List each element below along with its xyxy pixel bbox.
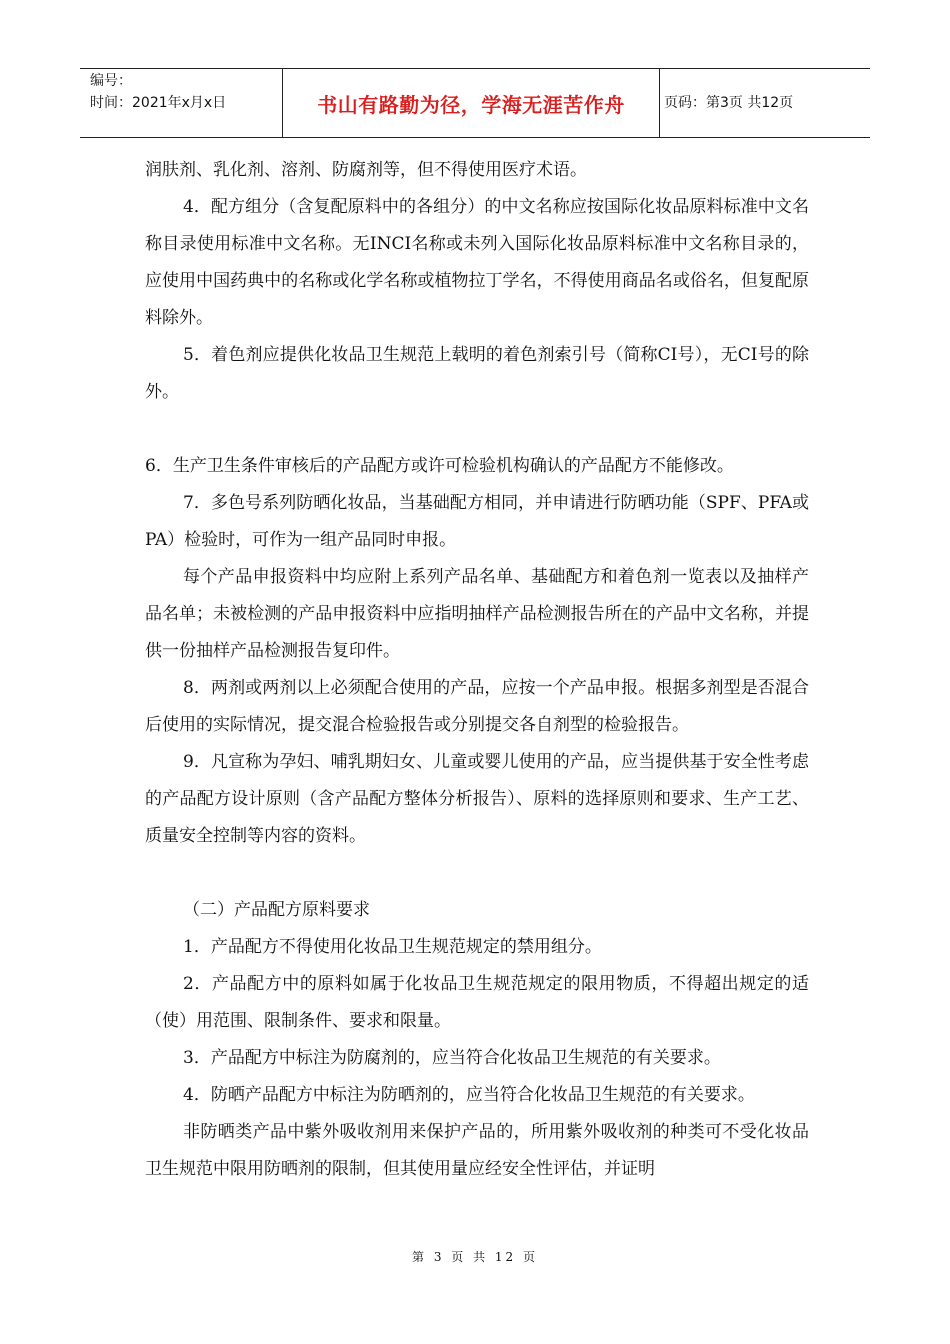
page-header	[80, 68, 870, 138]
paragraph-req-2: 2．产品配方中的原料如属于化妆品卫生规范规定的限用物质，不得超出规定的适（使）用范围、限制条件、要求和限量。	[145, 974, 809, 1031]
document-number-label: 编号：	[90, 73, 132, 89]
paragraph-item-7-detail: 每个产品申报资料中均应附上系列产品名单、基础配方和着色剂一览表以及抽样产品名单；未被检测的产品申报资料中应指明抽样产品检测报告所在的产品中文名称，并提供一份抽样产品检测报告复印件。	[145, 567, 809, 661]
header-motto-cell	[283, 69, 660, 137]
paragraph-continued: 润肤剂、乳化剂、溶剂、防腐剂等，但不得使用医疗术语。	[145, 160, 587, 180]
paragraph-item-6: 6．生产卫生条件审核后的产品配方或许可检验机构确认的产品配方不能修改。	[145, 456, 734, 476]
document-body	[145, 152, 809, 1188]
page-footer: 第 3 页 共 12 页	[412, 1250, 538, 1264]
paragraph-item-5: 5．着色剂应提供化妆品卫生规范上载明的着色剂索引号（简称CI号），无CI号的除外。	[145, 345, 809, 402]
header-left-cell	[80, 69, 283, 137]
paragraph-req-4: 4．防晒产品配方中标注为防晒剂的，应当符合化妆品卫生规范的有关要求。	[183, 1085, 755, 1105]
paragraph-gap	[145, 411, 809, 448]
header-motto: 书山有路勤为径，学海无涯苦作舟	[317, 92, 625, 117]
paragraph-req-4-detail: 非防晒类产品中紫外吸收剂用来保护产品的，所用紫外吸收剂的种类可不受化妆品卫生规范中限用防晒剂的限制，但其使用量应经安全性评估，并证明	[145, 1122, 809, 1179]
paragraph-item-7: 7．多色号系列防晒化妆品，当基础配方相同，并申请进行防晒功能（SPF、PFA或PA）检验时，可作为一组产品同时申报。	[145, 493, 809, 550]
header-page-info: 页码：第3页 共12页	[664, 94, 794, 111]
paragraph-item-8: 8．两剂或两剂以上必须配合使用的产品，应按一个产品申报。根据多剂型是否混合后使用的实际情况，提交混合检验报告或分别提交各自剂型的检验报告。	[145, 678, 809, 735]
paragraph-req-3: 3．产品配方中标注为防腐剂的，应当符合化妆品卫生规范的有关要求。	[183, 1048, 721, 1068]
paragraph-item-9: 9．凡宣称为孕妇、哺乳期妇女、儿童或婴儿使用的产品，应当提供基于安全性考虑的产品配方设计原则（含产品配方整体分析报告）、原料的选择原则和要求、生产工艺、质量安全控制等内容的资料。	[145, 752, 809, 846]
header-page-cell	[660, 69, 874, 137]
paragraph-gap	[145, 855, 809, 892]
document-date: 时间：2021年x月x日	[90, 95, 227, 111]
paragraph-item-4: 4．配方组分（含复配原料中的各组分）的中文名称应按国际化妆品原料标准中文名称目录使用标准中文名称。无INCI名称或未列入国际化妆品原料标准中文名称目录的，应使用中国药典中的名称或化学名称或植物拉丁学名，不得使用商品名或俗名，但复配原料除外。	[145, 197, 809, 328]
paragraph-req-1: 1．产品配方不得使用化妆品卫生规范规定的禁用组分。	[183, 937, 602, 957]
section-heading: （二）产品配方原料要求	[183, 900, 370, 920]
